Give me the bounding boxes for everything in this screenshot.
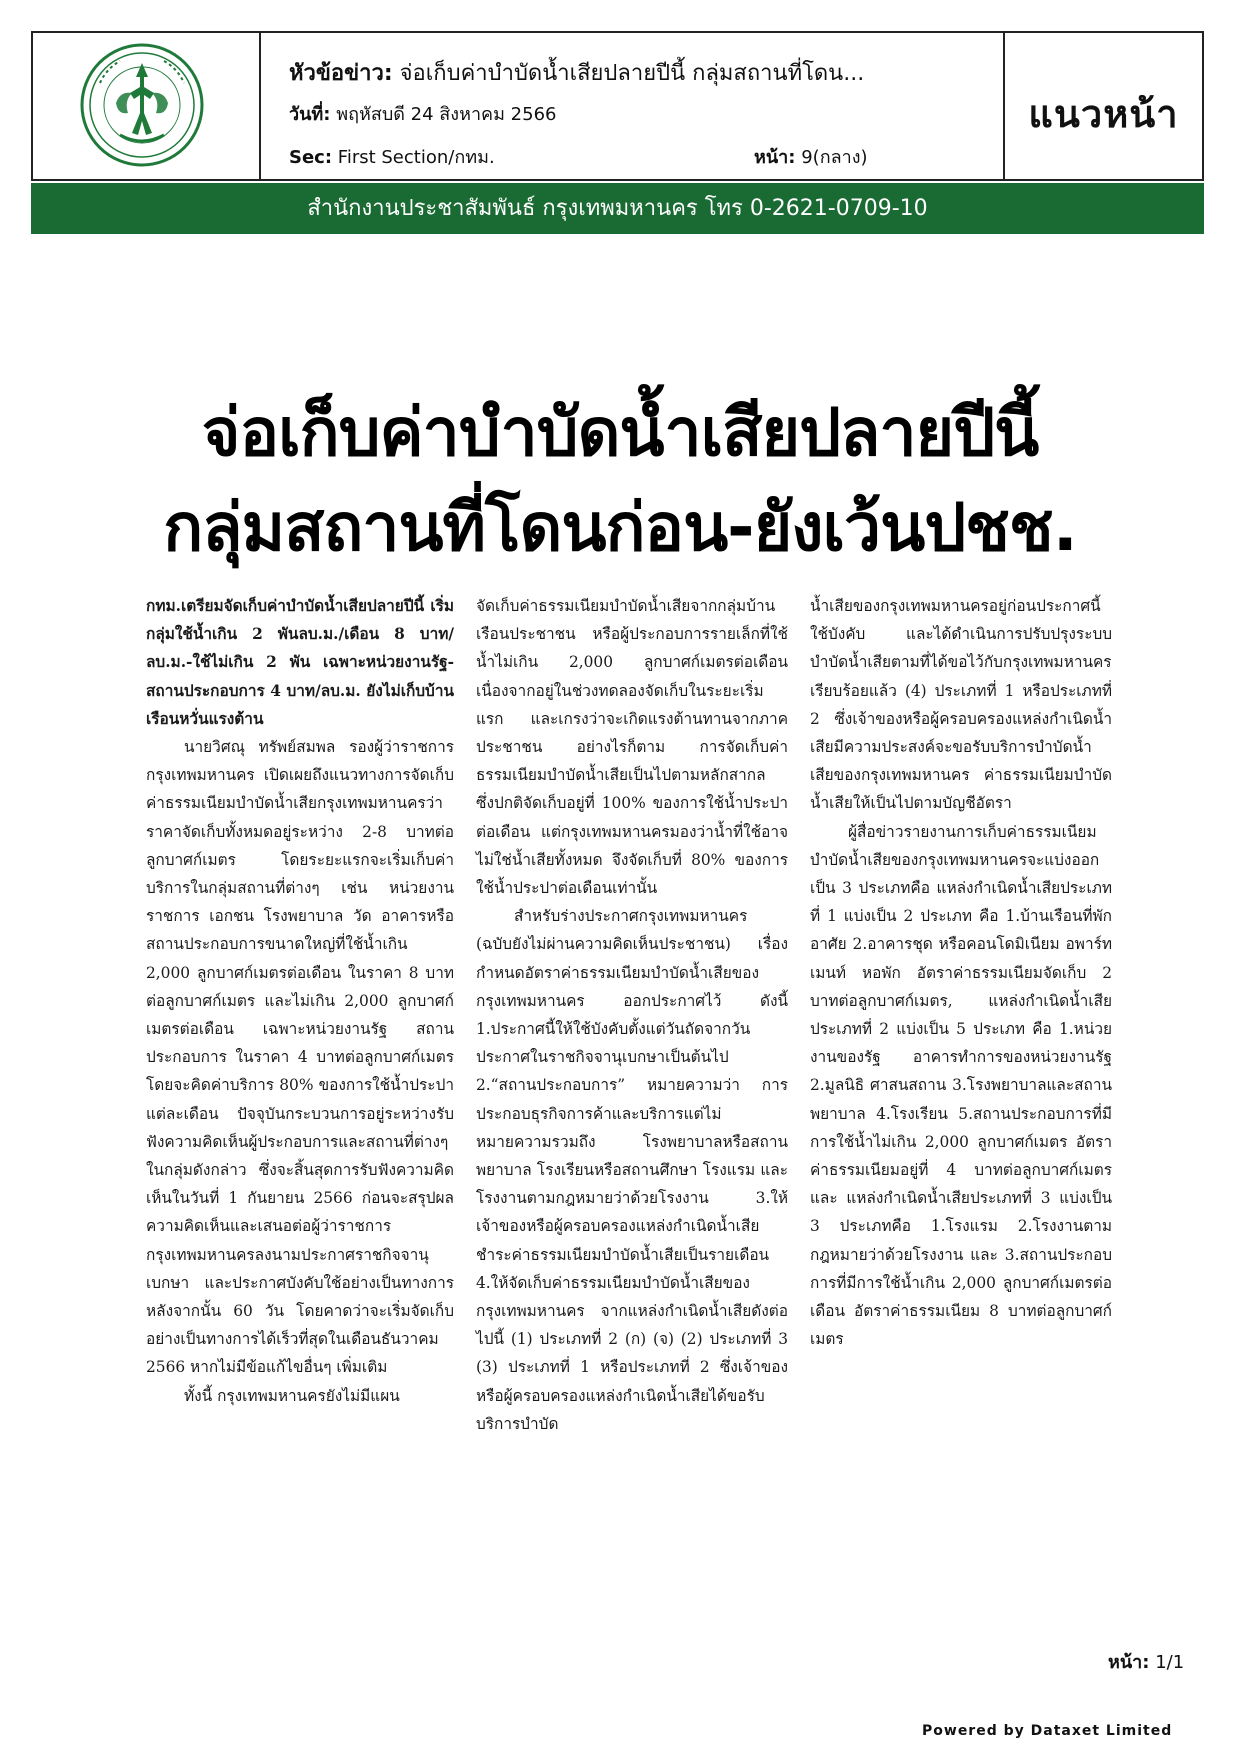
article-column-1 (146, 592, 454, 1410)
headline-row (289, 55, 864, 90)
page-label: หน้า: (754, 147, 796, 168)
article-column-3 (810, 592, 1112, 1353)
page-row (754, 142, 868, 171)
article-title-line-2: กลุ่มสถานที่โดนก่อน-ยังเว้นปชช. (163, 489, 1077, 566)
article-paragraph: นายวิศณุ ทรัพย์สมพล รองผู้ว่าราชการกรุงเทพมหานคร เปิดเผยถึงแนวทางการจัดเก็บค่าธรรมเนียมบำบัดน้ำเสียกรุงเทพมหานครว่า ราคาจัดเก็บทั้งหมดอยู่ระหว่าง 2-8 บาทต่อลูกบาศก์เมตร โดยระยะแรกจะเริ่มเก็บค่าบริการในกลุ่มสถานที่ต่างๆ เช่น หน่วยงานราชการ เอกชน โรงพยาบาล วัด อาคารหรือสถานประกอบการขนาดใหญ่ที่ใช้น้ำเกิน 2,000 ลูกบาศก์เมตรต่อเดือน ในราคา 8 บาทต่อลูกบาศก์เมตร และไม่เกิน 2,000 ลูกบาศก์เมตรต่อเดือน เฉพาะหน่วยงานรัฐ สถานประกอบการ ในราคา 4 บาทต่อลูกบาศก์เมตร โดยจะคิดค่าบริการ 80% ของการใช้น้ำประปาแต่ละเดือน ปัจจุบันกระบวนการอยู่ระหว่างรับฟังความคิดเห็นผู้ประกอบการและสถานที่ต่างๆ ในกลุ่มดังกล่าว ซึ่งจะสิ้นสุดการรับฟังความคิดเห็นในวันที่ 1 กันยายน 2566 ก่อนจะสรุปผลความคิดเห็นและเสนอต่อผู้ว่าราชการกรุงเทพมหานครลงนามประกาศราชกิจจานุเบกษา และประกาศบังคับใช้อย่างเป็นทางการหลังจากนั้น 60 วัน โดยคาดว่าจะเริ่มจัดเก็บอย่างเป็นทางการได้เร็วที่สุดในเดือนธันวาคม 2566 หากไม่มีข้อแก้ไขอื่นๆ เพิ่มเติม (146, 738, 454, 1377)
headline-value: จ่อเก็บค่าบำบัดน้ำเสียปลายปีนี้ กลุ่มสถานที่โดน... (399, 61, 865, 86)
section-row (289, 142, 495, 171)
article-paragraph: ผู้สื่อข่าวรายงานการเก็บค่าธรรมเนียมบำบัดน้ำเสียของกรุงเทพมหานครจะแบ่งออกเป็น 3 ประเภทคือ แหล่งกำเนิดน้ำเสียประเภทที่ 1 แบ่งเป็น 2 ประเภท คือ 1.บ้านเรือนที่พักอาศัย 2.อาคารชุด หรือคอนโดมิเนียม อพาร์ทเมนท์ หอพัก อัตราค่าธรรมเนียมจัดเก็บ 2 บาทต่อลูกบาศก์เมตร, แหล่งกำเนิดน้ำเสียประเภทที่ 2 แบ่งเป็น 5 ประเภท คือ 1.หน่วยงานของรัฐ อาคารทำการของหน่วยงานรัฐ 2.มูลนิธิ ศาสนสถาน 3.โรงพยาบาลและสถานพยาบาล 4.โรงเรียน 5.สถานประกอบการที่มีการใช้น้ำไม่เกิน 2,000 ลูกบาศก์เมตร อัตราค่าธรรมเนียมอยู่ที่ 4 บาทต่อลูกบาศก์เมตร และ แหล่งกำเนิดน้ำเสียประเภทที่ 3 แบ่งเป็น 3 ประเภทคือ 1.โรงแรม 2.โรงงานตามกฎหมายว่าด้วยโรงงาน และ 3.สถานประกอบการที่มีการใช้น้ำเกิน 2,000 ลูกบาศก์เมตรต่อเดือน อัตราค่าธรรมเนียม 8 บาทต่อลูกบาศก์เมตร (810, 822, 1112, 1349)
headline-label: หัวข้อข่าว: (289, 61, 393, 86)
page-number-label: หน้า: (1108, 1652, 1150, 1673)
page-number (1108, 1647, 1184, 1676)
article-title-line-1: จ่อเก็บค่าบำบัดน้ำเสียปลายปีนี้ (201, 394, 1039, 471)
article-paragraph: สำหรับร่างประกาศกรุงเทพมหานคร (ฉบับยังไม่ผ่านความคิดเห็นประชาชน) เรื่อง กำหนดอัตราค่าธรรมเนียมบำบัดน้ำเสียของกรุงเทพมหานคร ออกประกาศไว้ ดังนี้ 1.ประกาศนี้ให้ใช้บังคับตั้งแต่วันถัดจากวันประกาศในราชกิจจานุเบกษาเป็นต้นไป 2.“สถานประกอบการ” หมายความว่า การประกอบธุรกิจการค้าและบริการแต่ไม่หมายความรวมถึง โรงพยาบาลหรือสถานพยาบาล โรงเรียนหรือสถานศึกษา โรงแรม และโรงงานตามกฎหมายว่าด้วยโรงงาน 3.ให้เจ้าของหรือผู้ครอบครองแหล่งกำเนิดน้ำเสียชำระค่าธรรมเนียมบำบัดน้ำเสียเป็นรายเดือน 4.ให้จัดเก็บค่าธรรมเนียมบำบัดน้ำเสียของกรุงเทพมหานคร จากแหล่งกำเนิดน้ำเสียดังต่อไปนี้ (1) ประเภทที่ 2 (ก) (จ) (2) ประเภทที่ 3 (3) ประเภทที่ 1 หรือประเภทที่ 2 ซึ่งเจ้าของหรือผู้ครอบครองแหล่งกำเนิดน้ำเสียได้ขอรับบริการบำบัด (476, 907, 788, 1433)
publication-cell (1005, 33, 1202, 179)
bma-seal-logo-icon (80, 43, 204, 167)
section-label: Sec: (289, 147, 333, 168)
article-lead: กทม.เตรียมจัดเก็บค่าบำบัดน้ำเสียปลายปีนี้ เริ่มกลุ่มใช้น้ำเกิน 2 พันลบ.ม./เดือน 8 บาท/ลบ.ม.-ใช้ไม่เกิน 2 พัน เฉพาะหน่วยงานรัฐ-สถานประกอบการ 4 บาท/ลบ.ม. ยังไม่เก็บบ้านเรือนหวั่นแรงต้าน (146, 597, 454, 728)
info-cell (259, 33, 1005, 179)
article-paragraph: จัดเก็บค่าธรรมเนียมบำบัดน้ำเสียจากกลุ่มบ้านเรือนประชาชน หรือผู้ประกอบการรายเล็กที่ใช้น้ำไม่เกิน 2,000 ลูกบาศก์เมตรต่อเดือน เนื่องจากอยู่ในช่วงทดลองจัดเก็บในระยะเริ่มแรก และเกรงว่าจะเกิดแรงต้านทานจากภาคประชาชน อย่างไรก็ตาม การจัดเก็บค่าธรรมเนียมบำบัดน้ำเสียเป็นไปตามหลักสากล ซึ่งปกติจัดเก็บอยู่ที่ 100% ของการใช้น้ำประปาต่อเดือน แต่กรุงเทพมหานครมองว่าน้ำที่ใช้อาจไม่ใช่น้ำเสียทั้งหมด จึงจัดเก็บที่ 80% ของการใช้น้ำประปาต่อเดือนเท่านั้น (476, 597, 788, 898)
date-label: วันที่: (289, 104, 331, 125)
page-value: 9(กลาง) (801, 147, 868, 168)
article-column-2 (476, 592, 788, 1438)
contact-banner: สำนักงานประชาสัมพันธ์ กรุงเทพมหานคร โทร 0-2621-0709-10 (31, 183, 1204, 234)
clipping-header (31, 31, 1204, 181)
logo-cell (33, 33, 261, 179)
article-paragraph: ทั้งนี้ กรุงเทพมหานครยังไม่มีแผน (184, 1386, 400, 1405)
article-paragraph: น้ำเสียของกรุงเทพมหานครอยู่ก่อนประกาศนี้ใช้บังคับ และได้ดำเนินการปรับปรุงระบบบำบัดน้ำเสียตามที่ได้ขอไว้กับกรุงเทพมหานครเรียบร้อยแล้ว (4) ประเภทที่ 1 หรือประเภทที่ 2 ซึ่งเจ้าของหรือผู้ครอบครองแหล่งกำเนิดน้ำเสียมีความประสงค์จะขอรับบริการบำบัดน้ำเสียของกรุงเทพมหานคร ค่าธรรมเนียมบำบัดน้ำเสียให้เป็นไปตามบัญชีอัตรา (810, 597, 1112, 813)
powered-by: Powered by Dataxet Limited (922, 1723, 1173, 1739)
date-row (289, 99, 556, 128)
section-value: First Section/กทม. (337, 147, 495, 168)
page-number-value: 1/1 (1155, 1652, 1185, 1673)
date-value: พฤหัสบดี 24 สิงหาคม 2566 (336, 104, 557, 125)
publication-name: แนวหน้า (1028, 92, 1179, 136)
